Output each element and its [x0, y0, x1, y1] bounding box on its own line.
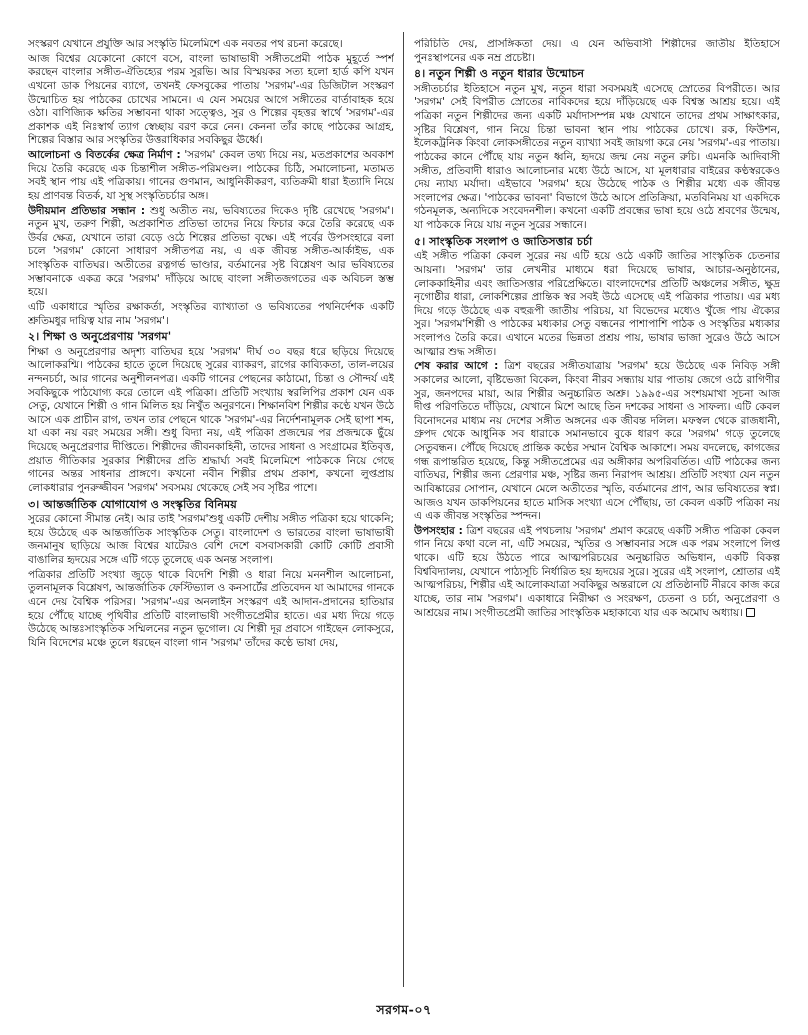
- paragraph: সঙ্গীতচর্চার ইতিহাসে নতুন মুখ, নতুন ধারা সবসময়ই এসেছে স্রোতের বিপরীতে। আর 'সরগম' সেই বিপরীত স্রোতের নাবিকদের হয়ে দাঁড়িয়েছে এক বিশ্বস্ত আশ্রয় হয়ে। এই পত্রিকা নতুন শিল্পীদের জন্য একটি মর্যাদাসম্পন্ন মঞ্চ যেখানে তাদের প্রথম সাক্ষাৎকার, সৃষ্টির বিশ্লেষণ, গান নিয়ে চিন্তা ভাবনা স্থান পায় পাঠকের চোখে। রক, ফিউশন, ইলেকট্রনিক কিংবা লোকসঙ্গীতের নতুন ব্যাখ্যা সবই জায়গা করে নেয় 'সরগম'-এর পাতায়। পাঠকের কানে পৌঁছে যায় নতুন ধ্বনি, হৃদয়ে জন্ম নেয় নতুন রুচি। এমনকি আদিবাসী সঙ্গীত, প্রতিবাদী ধারাও আলোচনার মধ্যে উঠে আসে, যা মূলধারার বাইরের কণ্ঠস্বরকেও দেয় ন্যায্য মর্যাদা। এইভাবে 'সরগম' হয়ে উঠেছে পাঠক ও শিল্পীর মধ্যে এক জীবন্ত সংলাপের ক্ষেত্র। 'পাঠকের ভাবনা' বিভাগে উঠে আসে প্রতিক্রিয়া, মতবিনিময় যা একদিকে গঠনমূলক, অন্যদিকে সংবেদনশীল। কখনো একটি প্রবন্ধের ভাষা হয়ে ওঠে শ্রবণের উন্মেষ, যা পাঠককে নিয়ে যায় নতুন সুরের সন্ধানে।: [414, 82, 780, 232]
- paragraph-lead: উদীয়মান প্রতিভার সন্ধান :: [28, 204, 146, 217]
- paragraph: [28, 205, 394, 300]
- paragraph-lead: শেষ করার আগে :: [414, 360, 499, 373]
- end-mark-icon: [746, 608, 755, 617]
- left-column: [28, 38, 394, 988]
- page-number: সরগম-০৭: [376, 1002, 432, 1017]
- paragraph: সুরের কোনো সীমান্ত নেই। আর তাই 'সরগম'শুধু একটি দেশীয় সঙ্গীত পত্রিকা হয়ে থাকেনি; হয়ে উঠেছে এক আন্তর্জাতিক সাংস্কৃতিক সেতু। বাংলাদেশ ও ভারতের বাংলা ভাষাভাষী জনমানুষ ছাড়িয়ে আজ বিশ্বের যাটেরও বেশি দেশে বসবাসকারী কোটি কোটি প্রবাসী বাঙালির হৃদয়ের সঙ্গে এটি গড়ে তুলেছে এক অনন্ত সংলাপ।: [28, 513, 394, 566]
- paragraph: এই সঙ্গীত পত্রিকা কেবল সুরের নয় এটি হয়ে ওঠে একটি জাতির সাংস্কৃতিক চেতনার আয়না। 'সরগম' তার লেখনীর মাধ্যমে ধরা দিয়েছে ভাষার, আচার-অনুষ্ঠানের, লোককাহিনীর এবং জাতিসত্তার পরিপ্রেক্ষিতে। বাংলাদেশের প্রতিটি অঞ্চলের সঙ্গীত, ক্ষুদ্র নৃগোষ্ঠীর ধারা, লোকশিল্পের প্রান্তিক স্বর সবই উঠে এসেছে এই পত্রিকার পাতায়। এর মধ্য দিয়ে গড়ে উঠেছে এক বহুরূপী জাতীয় পরিচয়, যা বিভেদের মধ্যেও খুঁজে পায় ঐক্যের সুর। 'সরগম'শিল্পী ও পাঠকের মধ্যকার সেতু বন্ধনের পাশাপাশি পাঠক ও সংস্কৃতির মধ্যকার সংলাপও তৈরি করে। এখানে মতের ভিন্নতা প্রশ্রয় পায়, ভাষার ভাজা সুরেও উঠে আসে আত্মার শুদ্ধ সঙ্গীত।: [414, 250, 780, 358]
- paragraph-body: 'সরগম' কেবল তথ্য দিয়ে নয়, মতপ্রকাশের অবকাশ দিয়ে তৈরি করেছে এক চিন্তাশীল সঙ্গীত-পরিমণ্ডল। পাঠকের চিঠি, সমালোচনা, মতামত সবই স্থান পায় এই পত্রিকায়। গানের গুণমান, আধুনিকীকরণ, ব্যতিক্রমী ধারা ইত্যাদি নিয়ে হয় প্রাণবন্ত বিতর্ক, যা সুস্থ সংস্কৃতিচর্চার অঙ্গ।: [28, 149, 394, 202]
- paragraph-body: ত্রিশ বছরের সঙ্গীতযাত্রায় 'সরগম' হয়ে উঠেছে এক নিবিড় সঙ্গী সকালের আলো, বৃষ্টিভেজা বিকেল, কিংবা নীরব সন্ধ্যায় যার পাতায় জেগে ওঠে রাগিণীর সুর, জনপদের মায়া, আর শিল্পীর অনুচ্চারিত অশ্রু। ১৯৯৫-এর সংশয়মাখা সূচনা আজ দীপ্ত পরিণতিতে দাঁড়িয়ে, যেখানে মিশে আছে তিন দশকের সাধনা ও সাফল্য। এটি কেবল বিনোদনের মাধ্যম নয় দেশের সঙ্গীত অঙ্গনের এক জীবন্ত দলিল। মফস্বল থেকে রাজধানী, গ্রুপদ থেকে আধুনিক সব ধারাকে সমানভাবে বুকে ধারণ করে 'সরগম' গড়ে তুলেছে সেতুবন্ধন। পৌঁছে দিয়েছে প্রান্তিক কণ্ঠের সম্মান বৈশ্বিক আকাশে। সময় বদলেছে, কাগজের গন্ধ রূপান্তরিত হয়েছে, কিন্তু সঙ্গীতপ্রেমের এর অঙ্গীকার অপরিবর্তিত। এটি পাঠকের জন্য বাতিঘর, শিল্পীর জন্য প্রেরণার মঞ্চ, সৃষ্টির জন্য নিরাপদ আশ্রয়। প্রতিটি সংখ্যা যেন নতুন আবিষ্কারের সোপান, যেখানে মেলে অতীতের স্মৃতি, বর্তমানের প্রাণ, আর ভবিষ্যতের স্বপ্ন। আজও যখন ডাকপিয়নের হাতে মাসিক সংখ্যা এসে পৌঁছায়, তা কেবল একটি পত্রিকা নয় এ এক জীবন্ত সংস্কৃতির স্পন্দন।: [414, 360, 780, 523]
- section-heading: ২। শিক্ষা ও অনুপ্রেরণায় 'সরগম': [28, 330, 172, 344]
- paragraph: [28, 149, 394, 204]
- paragraph-body: ত্রিশ বছরের এই পথচলায় 'সরগম' প্রমাণ করেছে একটি সঙ্গীত পত্রিকা কেবল গান নিয়ে কথা বলে না, এটি সময়ের, স্মৃতির ও সম্ভাবনার সঙ্গে এক পরম সংলাপে লিপ্ত থাকে। এটি হয়ে উঠতে পারে আত্মপরিচয়ের অনুচ্চারিত অভিধান, একটি বিকল্প বিশ্ববিদ্যালয়, যেখানে পাঠ্যসূচি নির্ধারিত হয় হৃদয়ের সুরে। সুরের এই সংলাপ, শ্রোতার এই আত্মপরিচয়, শিল্পীর এই আলোকযাত্রা সবকিছুর অন্তরালে যে প্রতিষ্ঠানটি নীরবে কাজ করে যাচ্ছে, তার নাম 'সরগম'। একাধারে নিরীক্ষা ও সংরক্ষণ, চেতনা ও চর্চা, অনুপ্রেরণা ও আশ্রয়ের নাম। সংগীতপ্রেমী জাতির সাংস্কৃতিক মহাকাব্যে যার এক অমোঘ অধ্যায়।: [414, 524, 780, 619]
- paragraph: [414, 525, 780, 620]
- right-column: [414, 38, 780, 988]
- paragraph-lead: উপসংহার :: [414, 524, 463, 537]
- paragraph: শিক্ষা ও অনুপ্রেরণার অদৃশ্য বাতিঘর হয়ে 'সরগম' দীর্ঘ ৩০ বছর ধরে ছড়িয়ে দিয়েছে আলোকরশ্মি। পাঠকের হাতে তুলে দিয়েছে সুরের ব্যাকরণ, রাগের কাব্যিকতা, তাল-লয়ের নন্দনচর্চা, আর গানের অনুশীলনপত্র। একটি গানের পেছনের কাঠামো, চিন্তা ও সৌন্দর্য এই সবকিছুকে পাঠযোগ্য করে তোলে এই পত্রিকা। প্রতিটি সংখ্যায় স্বরলিপির প্রকাশ যেন এক সেতু, যেখানে শিল্পী ও গান মিলিত হয় নিখুঁত অনুরণনে। শিক্ষানবিশ শিল্পীর কণ্ঠে যখন উঠে আসে এক প্রাচীন রাগ, তখন তার পেছনে থাকে 'সরগম'-এর নির্দেশনামূলক সেই ছাপা শব্দ, যা একা নয় বরং সময়ের সঙ্গী। শুধু বিদ্যা নয়, এই পত্রিকা প্রজন্মের পর প্রজন্মকে ছুঁয়ে দিয়েছে অনুপ্রেরণার দীপ্তিতে। শিল্পীদের জীবনকাহিনী, তাদের সাধনা ও সংগ্রামের ইতিবৃত্ত, প্রয়াত গীতিকার সুরকার শিল্পীদের প্রতি শ্রদ্ধার্ঘ্য সবই মিলেমিশে পাঠককে নিয়ে গেছে গানের অন্তর সাধনার প্রাঙ্গণে। কখনো নবীন শিল্পীর প্রথম প্রকাশ, কখনো লুপ্তপ্রায় লোকধারার পুনরুজ্জীবন 'সরগম' সবসময় থেকেছে সেই সব সৃষ্টির পাশে।: [28, 345, 394, 494]
- paragraph: [414, 360, 780, 524]
- section-heading: ৫। সাংস্কৃতিক সংলাপ ও জাতিসত্তার চর্চা: [414, 234, 593, 248]
- paragraph-body: শুধু অতীত নয়, ভবিষ্যতের দিকেও দৃষ্টি রেখেছে 'সরগম'। নতুন মুখ, তরুণ শিল্পী, অপ্রকাশিত প্রতিভা তাদের নিয়ে ফিচার করে তৈরি করেছে এক উর্বর ক্ষেত্র, যেখানে তারা বেড়ে ওঠে শিল্পের প্রতিভা বৃক্ষে। এই পর্বের উপসংহারে বলা চলে 'সরগম' কোনো সাধারণ সঙ্গীতপত্র নয়, এ এক জীবন্ত সঙ্গীত-আর্কাইভ, এক সাংস্কৃতিক বাতিঘর। অতীতের রত্নগর্ভ ভাণ্ডার, বর্তমানের সৃষ্ট বিশ্লেষণ আর ভবিষ্যতের সম্ভাবনাকে একত্র করে 'সরগম' দাঁড়িয়ে আছে বাংলা সঙ্গীতজগতের এক অবিচল স্তম্ভ হয়ে।: [28, 204, 394, 299]
- paragraph: এটি একাধারে স্মৃতির রক্ষাকর্তা, সংস্কৃতির ব্যাখ্যাতা ও ভবিষ্যতের পথনির্দেশক একটি শ্রুতিমধুর দায়িত্ব যার নাম 'সরগম'।: [28, 300, 394, 327]
- paragraph: পরিচিতি দেয়, প্রাসঙ্গিকতা দেয়। এ যেন অভিবাসী শিল্পীদের জাতীয় ইতিহাসে পুনঃস্থাপনের এক নম্র প্রচেষ্টা।: [414, 38, 780, 64]
- paragraph: আজ বিশ্বের যেকোনো কোণে বসে, বাংলা ভাষাভাষী সঙ্গীতপ্রেমী পাঠক মুহূর্তে স্পর্শ করছেন বাংলার সঙ্গীত-ঐতিহ্যের পরম সুরভি। আর বিস্ময়কর সত্য হলো হার্ড কপি যখন এখনো ডাক পিয়নের ব্যাগে, তখনই ফেসবুকের পাতায় 'সরগম'-এর ডিজিটাল সংস্করণ উন্মোচিত হয় পাঠকের চোখের সামনে। এ যেন সময়ের আগে সঙ্গীতের বার্তাবাহক হয়ে ওঠা। বাণিজ্যিক ক্ষতির সম্ভাবনা থাকা সত্ত্বেও, সুর ও শিল্পের বৃহত্তর স্বার্থে 'সরগম'-এর প্রকাশক এই নিঃস্বার্থ ত্যাগ স্বেচ্ছায় বরণ করে নেন। কেননা তাঁর কাছে পাঠকের আগ্রহ, শিল্পের বিস্তার আর সংস্কৃতির উত্তরাধিকার সবকিছুর ঊর্ধ্বে।: [28, 52, 394, 147]
- section-heading: ৩। আন্তর্জাতিক যোগাযোগ ও সংস্কৃতির বিনিময়: [28, 497, 237, 511]
- paragraph-lead: আলোচনা ও বিতর্কের ক্ষেত্র নির্মাণ :: [28, 149, 181, 161]
- column-divider: [403, 32, 404, 987]
- paragraph: সংস্করণ যেখানে প্রযুক্তি আর সংস্কৃতি মিলেমিশে এক নবতর পথ রচনা করেছে।: [28, 38, 343, 50]
- section-heading: ৪। নতুন শিল্পী ও নতুন ধারার উন্মোচন: [414, 67, 585, 81]
- paragraph: পত্রিকার প্রতিটি সংখ্যা জুড়ে থাকে বিদেশি শিল্পী ও ধারা নিয়ে মননশীল আলোচনা, তুলনামূলক বিশ্লেষণ, আন্তর্জাতিক ফেস্টিভ্যাল ও কনসার্টের প্রতিবেদন যা আমাদের গানকে এনে দেয় বৈশ্বিক পরিসর। 'সরগম'-এর অনলাইন সংস্করণ এই আদান-প্রদানের হাতিয়ার হয়ে পৌঁছে যাচ্ছে পৃথিবীর প্রতিটি বাংলাভাষী সংগীতপ্রেমীর হাতে। এর মধ্য দিয়ে গড়ে উঠেছে আন্তঃসাংস্কৃতিক সম্মিলনের নতুন ভূগোল। যে শিল্পী দূর প্রবাসে গাইছেন লোকসুরে, যিনি বিদেশের মঞ্চে তুলে ধরছেন বাংলা গান 'সরগম' তাঁদের কণ্ঠে ভাষা দেয়,: [28, 568, 394, 649]
